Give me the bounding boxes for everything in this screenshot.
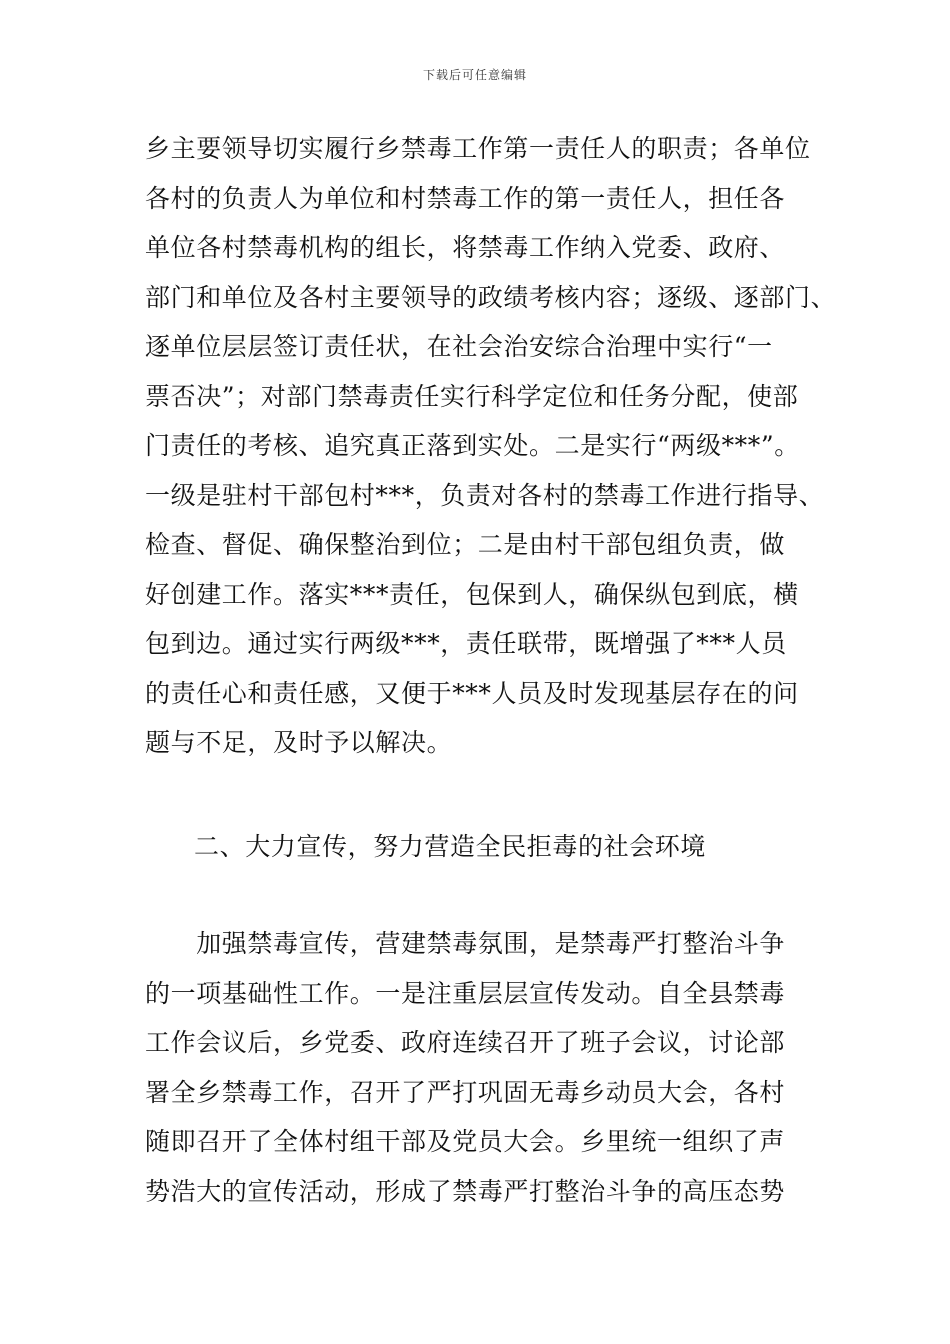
paragraph-publicity — [145, 919, 815, 1216]
section-heading: 二、大力宣传，努力营造全民拒毒的社会环境 — [194, 832, 707, 861]
paragraph-line: 的责任心和责任感，又便于***人员及时发现基层存在的问 — [145, 678, 799, 708]
paragraph-line: 一级是驻村干部包村***，负责对各村的禁毒工作进行指导、 — [145, 480, 825, 510]
paragraph-line: 检查、督促、确保整治到位；二是由村干部包组负责，做 — [145, 530, 786, 559]
paragraph-line: 包到边。通过实行两级***，责任联带，既增强了***人员 — [145, 629, 787, 658]
paragraph-line: 部门和单位及各村主要领导的政绩考核内容；逐级、逐部门、 — [145, 282, 837, 312]
paragraph-line: 票否决”；对部门禁毒责任实行科学定位和任务分配，使部 — [145, 381, 799, 411]
paragraph-line: 势浩大的宣传活动，形成了禁毒严打整治斗争的高压态势 — [145, 1176, 786, 1206]
paragraph-line: 门责任的考核、追究真正落到实处。二是实行“两级***”。 — [145, 431, 800, 460]
paragraph-line: 加强禁毒宣传，营建禁毒氛围，是禁毒严打整治斗争 — [145, 929, 786, 958]
paragraph-line: 好创建工作。落实***责任，包保到人，确保纵包到底，横 — [145, 579, 799, 609]
paragraph-line: 的一项基础性工作。一是注重层层宣传发动。自全县禁毒 — [145, 978, 786, 1008]
paragraph-line: 署全乡禁毒工作，召开了严打巩固无毒乡动员大会，各村 — [145, 1077, 786, 1107]
paragraph-line: 各村的负责人为单位和村禁毒工作的第一责任人，担任各 — [145, 183, 786, 213]
paragraph-line: 乡主要领导切实履行乡禁毒工作第一责任人的职责；各单位 — [145, 134, 811, 163]
paragraph-line: 逐单位层层签订责任状，在社会治安综合治理中实行“一 — [145, 332, 773, 361]
paragraph-line: 随即召开了全体村组干部及党员大会。乡里统一组织了声 — [145, 1127, 786, 1156]
paragraph-line: 题与不足，及时予以解决。 — [145, 728, 453, 757]
page-header: 下载后可任意编辑 — [422, 68, 527, 82]
paragraph-responsibility — [145, 124, 837, 768]
paragraph-line: 单位各村禁毒机构的组长，将禁毒工作纳入党委、政府、 — [145, 233, 786, 262]
paragraph-line: 工作会议后，乡党委、政府连续召开了班子会议，讨论部 — [145, 1028, 786, 1057]
